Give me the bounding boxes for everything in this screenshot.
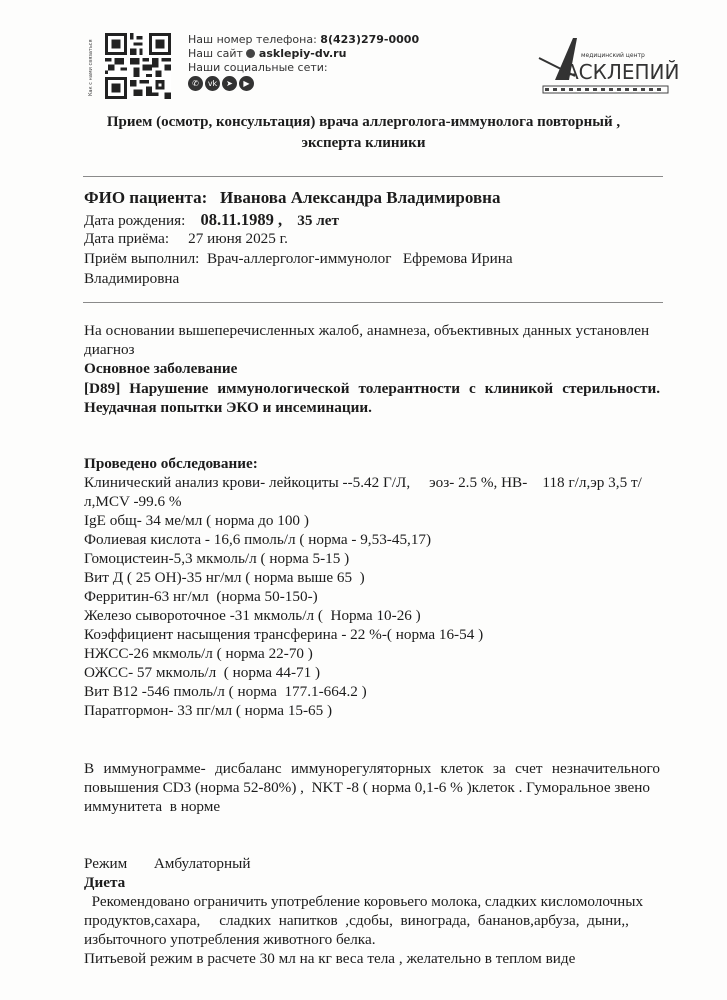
immunogram-line2: повышения CD3 (норма 52-80%) , NKT -8 ( норма 0,1-6 % )клеток . Гуморальное звено xyxy=(84,779,650,796)
doctor-label: Приём выполнил: xyxy=(84,250,200,267)
youtube-icon[interactable]: ▶ xyxy=(239,76,254,91)
diet-line1: Рекомендовано ограничить употребление коровьего молока, сладких кисломолочных xyxy=(84,893,644,910)
doctor-row xyxy=(84,250,513,268)
exam-line: Вит В12 -546 пмоль/л ( норма 177.1-664.2 ) xyxy=(84,683,367,700)
vk-icon[interactable]: vk xyxy=(205,76,220,91)
main-disease-line2: Неудачная попытки ЭКО и инсеминации. xyxy=(84,399,372,416)
logo-name: АСКЛЕПИЙ xyxy=(565,60,680,84)
regimen-row xyxy=(84,855,250,873)
patient-name: Иванова Александра Владимировна xyxy=(220,188,501,207)
site-line xyxy=(188,47,346,60)
phone-line xyxy=(188,33,419,46)
exam-line: Ферритин-63 нг/мл (норма 50-150-) xyxy=(84,588,318,605)
exam-line: Клинический анализ крови- лейкоциты --5.42 Г/Л, эоз- 2.5 %, НВ- 118 г/л,эр 3,5 т/ xyxy=(84,474,642,491)
divider xyxy=(83,302,663,303)
doctor-name-line2: Владимировна xyxy=(84,270,180,287)
whatsapp-icon[interactable]: ✆ xyxy=(188,76,203,91)
diet-line3: избыточного употребления животного белка. xyxy=(84,931,376,948)
exam-line: НЖСС-26 мкмоль/л ( норма 22-70 ) xyxy=(84,645,313,662)
logo-subtitle: медицинский центр xyxy=(581,52,645,59)
diet-heading: Диета xyxy=(84,874,126,891)
site-label: Наш сайт xyxy=(188,47,243,60)
globe-icon xyxy=(246,49,255,58)
exam-line: ОЖСС- 57 мкмоль/л ( норма 44-71 ) xyxy=(84,664,321,681)
divider xyxy=(83,176,663,177)
visit-date: 27 июня 2025 г. xyxy=(188,230,288,247)
exam-line: Железо сывороточное -31 мкмоль/л ( Норма 10-26 ) xyxy=(84,607,421,624)
dob-row xyxy=(84,210,339,230)
diagnosis-intro-line1: На основании вышеперечисленных жалоб, анамнеза, объективных данных установлен xyxy=(84,322,650,339)
exam-heading: Проведено обследование: xyxy=(84,455,258,472)
diet-line2: продуктов,сахара, сладких напитков ,сдобы, винограда, бананов,арбуза, дыни,, xyxy=(84,912,629,929)
regimen-value: Амбулаторный xyxy=(153,855,251,872)
visit-row xyxy=(84,230,288,248)
exam-line: л,MCV -99.6 % xyxy=(84,493,182,510)
regimen-label: Режим xyxy=(84,855,128,872)
qr-code xyxy=(105,33,171,99)
main-disease-line1: [D89] Нарушение иммунологической толерантности с клиникой стерильности. xyxy=(84,380,660,397)
diet-line4: Питьевой режим в расчете 30 мл на кг веса тела , желательно в теплом виде xyxy=(84,950,576,967)
document-title-line1: Прием (осмотр, консультация) врача аллерголога-иммунолога повторный , xyxy=(106,114,621,130)
clinic-logo xyxy=(535,30,685,95)
document-title-line2: эксперта клиники xyxy=(301,135,426,151)
exam-line: Паратгормон- 33 пг/мл ( норма 15-65 ) xyxy=(84,702,333,719)
age-value: 35 лет xyxy=(297,212,339,229)
qr-caption: Как с нами связаться xyxy=(88,39,94,97)
patient-name-row xyxy=(84,188,500,208)
dob-label: Дата рождения: xyxy=(84,212,186,229)
patient-name-label: ФИО пациента: xyxy=(84,188,208,207)
phone-number[interactable]: 8(423)279-0000 xyxy=(320,33,420,46)
phone-label: Наш номер телефона: xyxy=(188,33,317,46)
immunogram-line1: В иммунограмме- дисбаланс иммунорегуляторных клеток за счет незначительного xyxy=(84,760,660,777)
site-link[interactable]: asklepiy-dv.ru xyxy=(258,47,347,60)
visit-date-label: Дата приёма: xyxy=(84,230,170,247)
diagnosis-intro-line2: диагноз xyxy=(84,341,135,358)
exam-line: Коэффициент насыщения трансферина - 22 %-( норма 16-54 ) xyxy=(84,626,484,643)
exam-line: IgE общ- 34 ме/мл ( норма до 100 ) xyxy=(84,512,309,529)
main-disease-label: Основное заболевание xyxy=(84,360,238,377)
social-label: Наши социальные сети: xyxy=(188,61,328,74)
telegram-icon[interactable]: ➤ xyxy=(222,76,237,91)
exam-line: Гомоцистеин-5,3 мкмоль/л ( норма 5-15 ) xyxy=(84,550,350,567)
exam-line: Фолиевая кислота - 16,6 пмоль/л ( норма - 9,53-45,17) xyxy=(84,531,432,548)
immunogram-line3: иммунитета в норме xyxy=(84,798,221,815)
doctor-name-line1: Врач-аллерголог-иммунолог Ефремова Ирина xyxy=(206,250,513,267)
exam-line: Вит Д ( 25 ОН)-35 нг/мл ( норма выше 65 ) xyxy=(84,569,365,586)
dob-value: 08.11.1989 , xyxy=(200,210,283,229)
